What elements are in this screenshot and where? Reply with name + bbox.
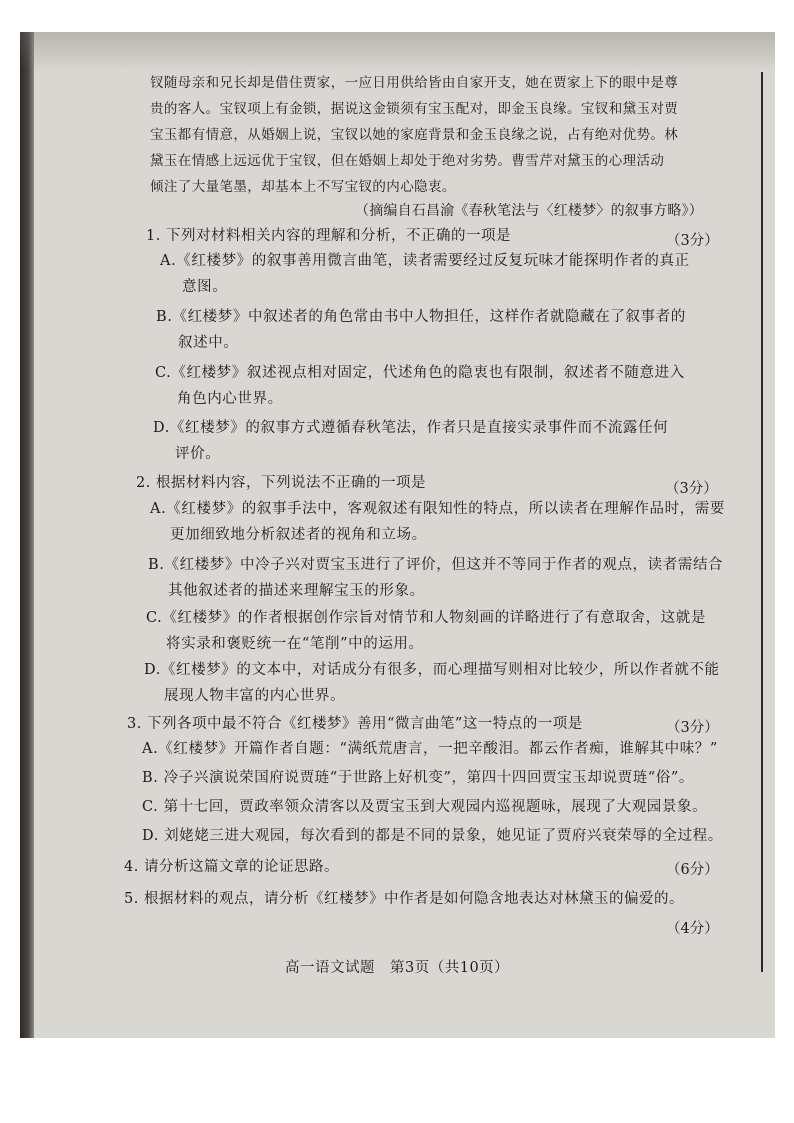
option-line: D.《红楼梦》的叙事方式遵循春秋笔法，作者只是直接实录事件而不流露任何 [153, 420, 669, 436]
option-line: 其他叙述者的描述来理解宝玉的形象。 [168, 583, 425, 599]
option-line: D.《红楼梦》的文本中，对话成分有很多，而心理描写则相对比较少，所以作者就不能 [144, 662, 720, 678]
margin-line [761, 72, 763, 972]
option-line: 角色内心世界。 [177, 391, 283, 407]
question-2-option-a [150, 496, 725, 548]
question-2-stem: 2. 根据材料内容，下列说法不正确的一项是 [136, 475, 426, 491]
question-3-stem: 3. 下列各项中最不符合《红楼梦》善用“微言曲笔”这一特点的一项是 [127, 716, 583, 732]
option-line: 更加细致地分析叙述者的视角和立场。 [170, 527, 427, 543]
page-footer: 高一语文试题 第3页（共10页） [285, 960, 510, 976]
option-line: 意图。 [182, 279, 228, 295]
question-5-points: （4分） [666, 921, 719, 937]
option-line: C.《红楼梦》的作者根据创作宗旨对情节和人物刻画的详略进行了有意取舍，这就是 [146, 610, 706, 626]
option-line: 将实录和褒贬统一在“笔削”中的运用。 [166, 636, 424, 652]
option-line: 叙述中。 [178, 335, 239, 351]
passage-line: 黛玉在情感上远远优于宝钗，但在婚姻上却处于绝对劣势。曹雪芹对黛玉的心理活动 [150, 153, 665, 169]
question-3-option-b [142, 765, 742, 791]
option-line: C.《红楼梦》叙述视点相对固定，代述角色的隐衷也有限制，叙述者不随意进入 [155, 365, 685, 381]
question-1-points: （3分） [666, 233, 719, 249]
question-3-option-a [142, 736, 742, 762]
question-2-option-c [146, 605, 725, 657]
page-top-shadow [20, 32, 775, 72]
question-3-option-c [142, 794, 742, 820]
option-line: A.《红楼梦》的叙事善用微言曲笔，读者需要经过反复玩味才能探明作者的真正 [160, 253, 690, 269]
page-binding-shadow [20, 32, 34, 1038]
question-4-points: （6分） [666, 862, 719, 878]
option-line: B.《红楼梦》中叙述者的角色常由书中人物担任，这样作者就隐藏在了叙事者的 [156, 309, 686, 325]
option-line: 评价。 [175, 446, 221, 462]
passage-line: 倾注了大量笔墨，却基本上不写宝钗的内心隐衷。 [150, 179, 456, 195]
question-1-stem: 1. 下列对材料相关内容的理解和分析，不正确的一项是 [146, 228, 511, 244]
question-2-option-d [144, 657, 725, 709]
question-4-stem: 4. 请分析这篇文章的论证思路。 [124, 859, 339, 875]
option-line: A.《红楼梦》开篇作者自题：“满纸荒唐言，一把辛酸泪。都云作者痴，谁解其中味？” [142, 741, 718, 757]
question-1-option-c [155, 360, 720, 412]
question-2-option-b [148, 552, 725, 604]
option-line: A.《红楼梦》的叙事手法中，客观叙述有限知性的特点，所以读者在理解作品时，需要 [150, 501, 725, 517]
question-1-option-a [160, 248, 720, 300]
passage-source: （摘编自石昌渝《春秋笔法与〈红楼梦〉的叙事方略》） [355, 203, 703, 219]
question-3-points: （3分） [666, 720, 719, 736]
question-1-option-d [153, 415, 720, 467]
option-line: 展现人物丰富的内心世界。 [164, 688, 346, 704]
passage-line: 钗随母亲和兄长却是借住贾家，一应日用供给皆由自家开支，她在贾家上下的眼中是尊 [150, 75, 679, 91]
option-line: C. 第十七回，贾政率领众清客以及贾宝玉到大观园内巡视题咏，展现了大观园景象。 [142, 799, 708, 815]
question-5-stem: 5. 根据材料的观点，请分析《红楼梦》中作者是如何隐含地表达对林黛玉的偏爱的。 [124, 891, 684, 907]
option-line: B.《红楼梦》中冷子兴对贾宝玉进行了评价，但这并不等同于作者的观点，读者需结合 [148, 557, 724, 573]
passage-text [150, 70, 740, 200]
exam-page-photo [20, 32, 775, 1038]
passage-line: 宝玉都有情意，从婚姻上说，宝钗以她的家庭背景和金玉良缘之说，占有绝对优势。林 [150, 127, 679, 143]
option-line: B. 冷子兴演说荣国府说贾琏“于世路上好机变”，第四十四回贾宝玉却说贾琏“俗”。 [142, 770, 695, 786]
question-1-option-b [156, 304, 720, 356]
passage-line: 贵的客人。宝钗项上有金锁，据说这金锁须有宝玉配对，即金玉良缘。宝钗和黛玉对贾 [150, 101, 679, 117]
option-line: D. 刘姥姥三进大观园，每次看到的都是不同的景象，她见证了贾府兴衰荣辱的全过程。 [142, 828, 723, 844]
question-3-option-d [142, 823, 742, 849]
question-2-points: （3分） [665, 481, 718, 497]
